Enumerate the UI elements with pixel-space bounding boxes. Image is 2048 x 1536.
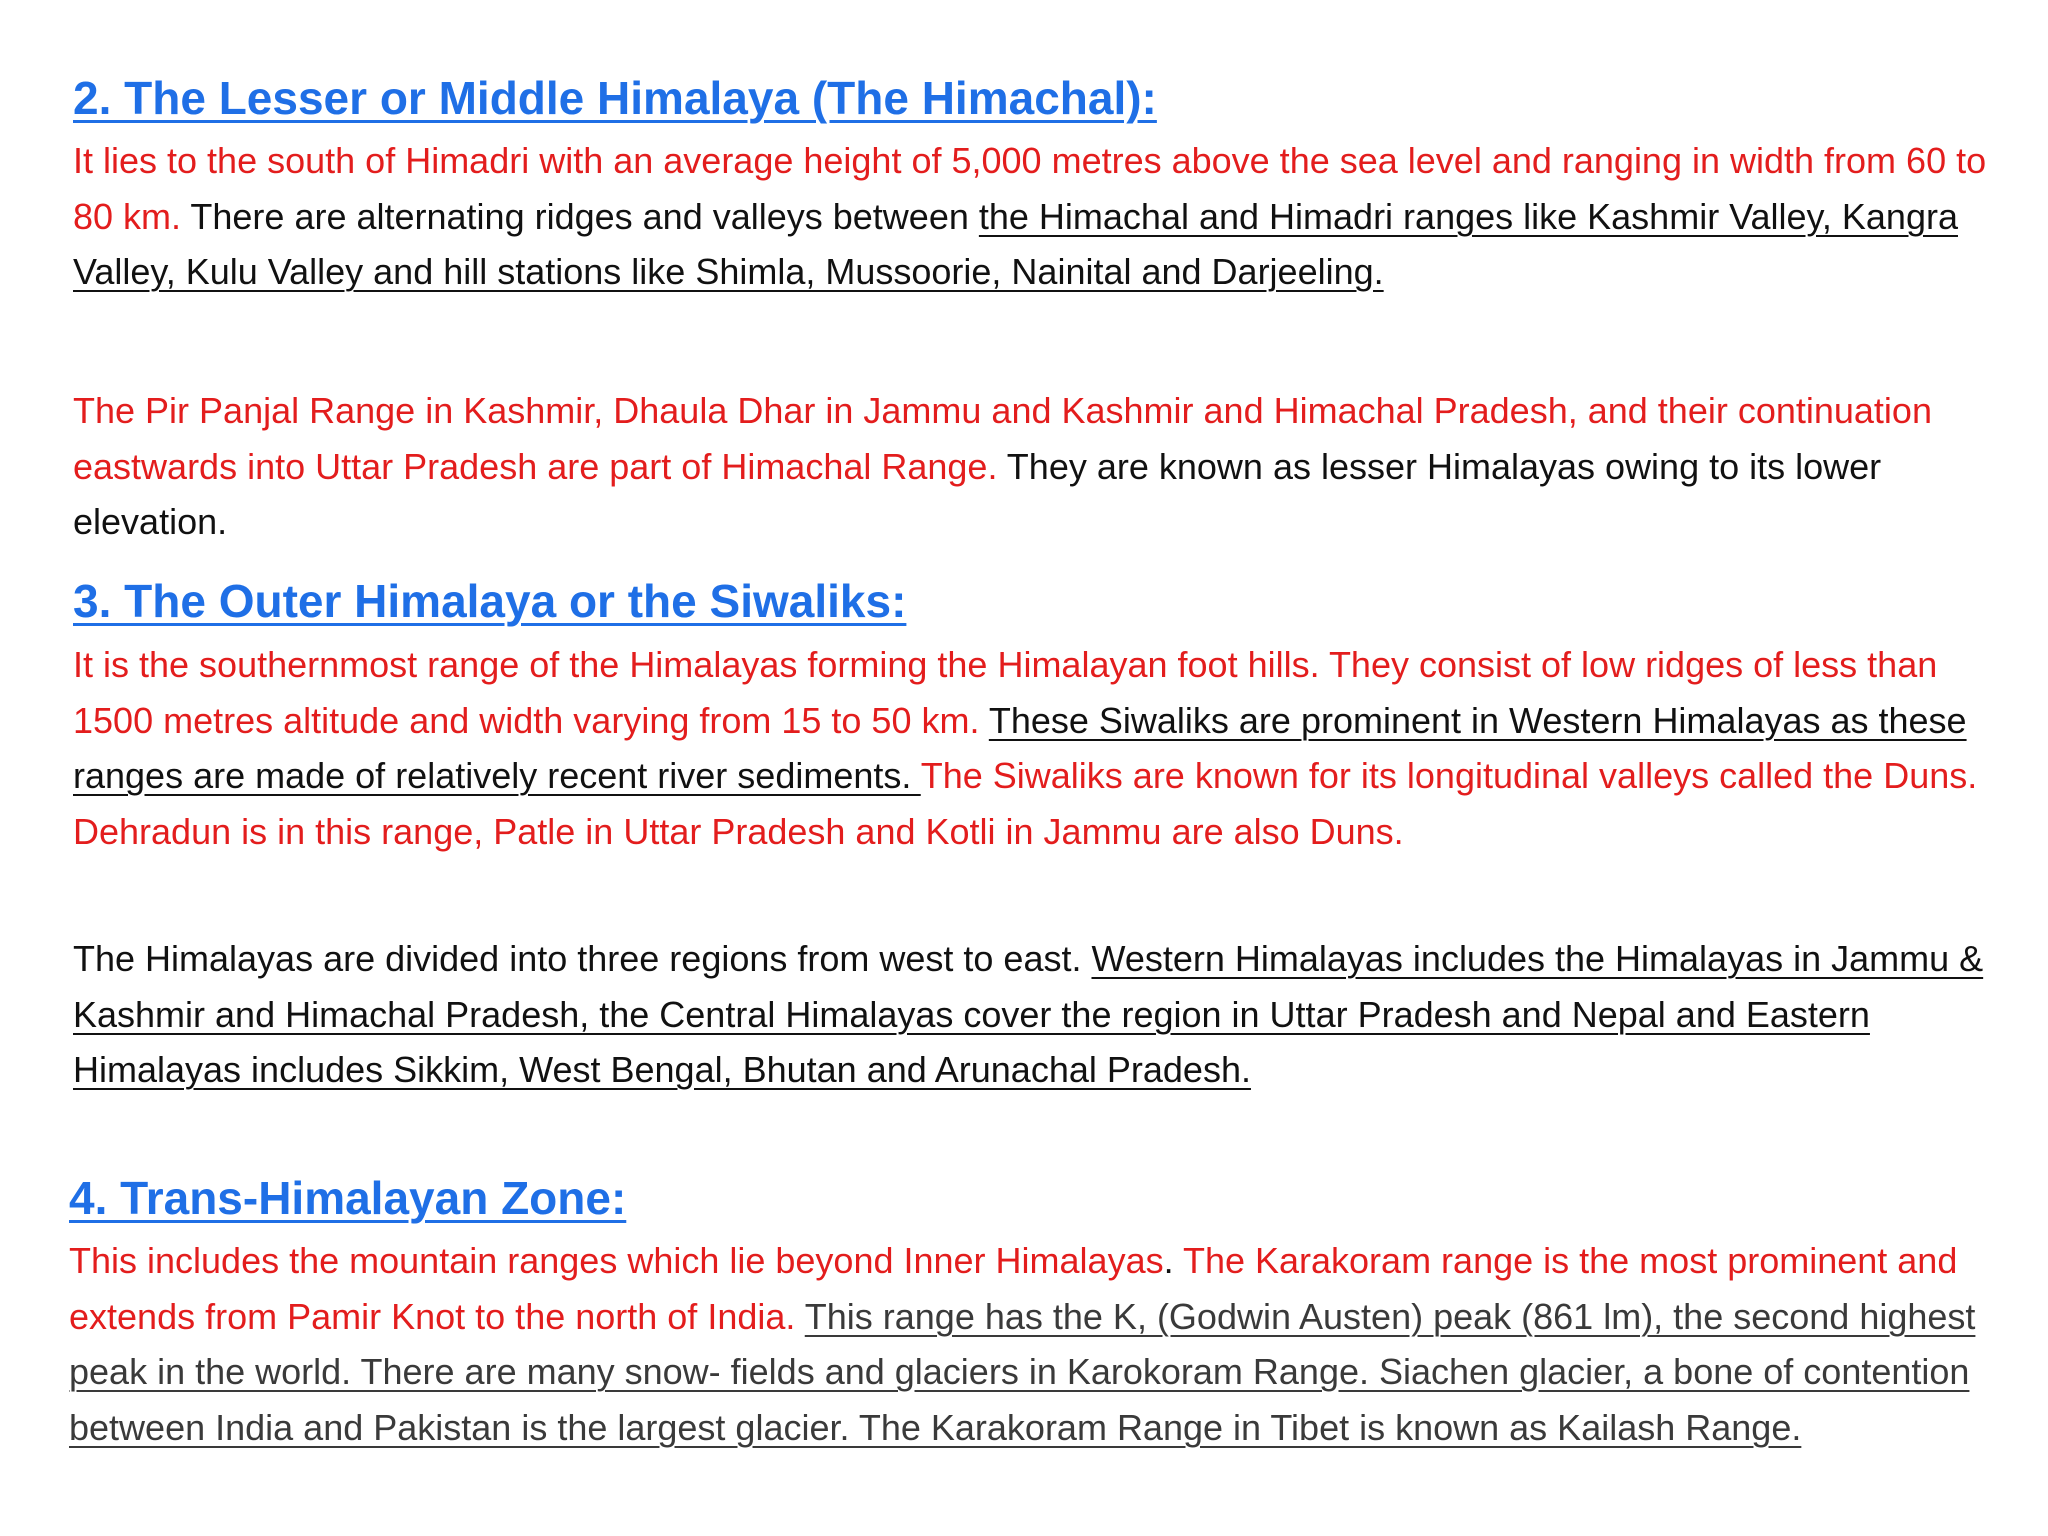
section-2-p2-black-text: They are known as lesser Himalayas owing to its lower elevation. — [73, 445, 1882, 542]
section-4-p1-red-text-2: The Karakoram range is the most prominent and extends from Pamir Knot to the north of India. — [69, 1240, 1958, 1337]
section-4-heading: 4. Trans-Himalayan Zone: — [69, 1172, 627, 1224]
section-3-paragraph-1 — [73, 637, 2018, 859]
section-4-p1-underlined-text: This range has the K, (Godwin Austen) peak (861 lm), the second highest peak in the world. There are many snow- fields and glaciers in Karokoram Range. Siachen glacier, a bone of contention between India and Pakistan is the largest glacier. The Karakoram Range in Tibet is known as Kailash Range. — [69, 1295, 1976, 1448]
section-2-paragraph-1 — [73, 133, 1993, 300]
section-3-p1-red-text: It is the southernmost range of the Himalayas forming the Himalayan foot hills. They consist of low ridges of less than 1500 metres altitude and width varying from 15 to 50 km. — [73, 644, 1938, 741]
section-3-paragraph-2 — [73, 931, 2018, 1098]
section-2-paragraph-2 — [73, 383, 1993, 550]
section-2-p1-underlined-text: the Himachal and Himadri ranges like Kashmir Valley, Kangra Valley, Kulu Valley and hill stations like Shimla, Mussoorie, Nainital and Darjeeling. — [73, 195, 1958, 292]
section-2-p1-black-text: There are alternating ridges and valleys between — [181, 195, 979, 237]
section-4-p1-period: . — [1163, 1240, 1174, 1281]
section-4-paragraph-1 — [69, 1233, 2019, 1455]
section-3-p2-black-text: The Himalayas are divided into three regions from west to east. — [73, 938, 1092, 979]
section-3-heading: 3. The Outer Himalaya or the Siwaliks: — [73, 575, 907, 627]
section-4-p1-red-text: This includes the mountain ranges which lie beyond Inner Himalayas — [69, 1240, 1164, 1281]
section-2-p2-red-text: The Pir Panjal Range in Kashmir, Dhaula Dhar in Jammu and Kashmir and Himachal Pradesh, and their continuation eastwards into Uttar Pradesh are part of Himachal Range. — [73, 390, 1932, 487]
section-3-p1-underlined-text: These Siwaliks are prominent in Western Himalayas as these ranges are made of relatively recent river sediments. — [73, 699, 1967, 796]
section-2-p1-red-text: It lies to the south of Himadri with an average height of 5,000 metres above the sea level and ranging in width from 60 to 80 km. — [73, 140, 1987, 237]
section-4-p1-space — [795, 1296, 804, 1337]
section-2-heading: 2. The Lesser or Middle Himalaya (The Himachal): — [73, 72, 1157, 124]
section-3-p2-underlined-text: Western Himalayas includes the Himalayas in Jammu & Kashmir and Himachal Pradesh, the Central Himalayas cover the region in Uttar Pradesh and Nepal and Eastern Himalayas includes Sikkim, West Bengal, Bhutan and Arunachal Pradesh. — [73, 938, 1984, 1090]
section-3-p1-red-text-2: The Siwaliks are known for its longitudinal valleys called the Duns. Dehradun is in this range, Patle in Uttar Pradesh and Kotli in Jammu are also Duns. — [73, 755, 1978, 852]
